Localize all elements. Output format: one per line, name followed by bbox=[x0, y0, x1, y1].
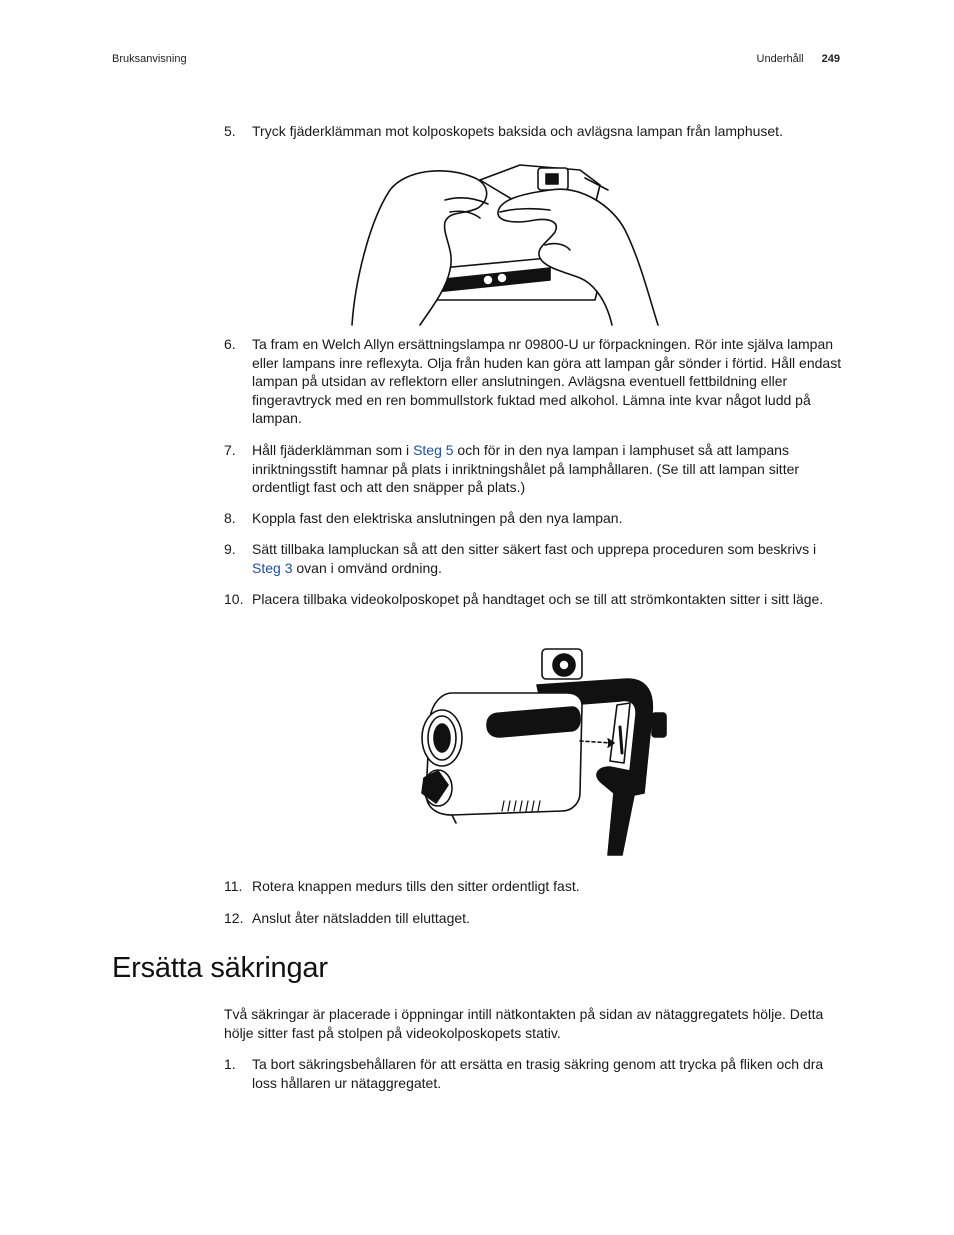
step-7 bbox=[224, 441, 844, 497]
step-12 bbox=[224, 909, 844, 928]
step-number: 6. bbox=[224, 336, 236, 352]
step-number: 12. bbox=[224, 910, 244, 926]
document-title: Bruksanvisning bbox=[112, 53, 187, 65]
section-name: Underhåll bbox=[756, 53, 804, 65]
step-text: Koppla fast den elektriska anslutningen på den nya lampan. bbox=[252, 510, 623, 526]
step-number: 9. bbox=[224, 541, 236, 557]
step-number: 5. bbox=[224, 123, 236, 139]
step-number: 8. bbox=[224, 510, 236, 526]
step-number: 1. bbox=[224, 1056, 236, 1072]
step-text: Ta fram en Welch Allyn ersättningslampa nr 09800-U ur förpackningen. Rör inte själva lampan eller lampans inre reflexyta. Olja från huden kan göra att lampan går sönder i förtid. Håll endast lampan på utsidan av reflektorn eller anslutningen. Avlägsna eventuell fettbildning eller fingeravtryck med en ren bommullstork fuktad med alkohol. Lämna inte kvar något ludd på lampan. bbox=[252, 336, 842, 427]
step-3-link[interactable]: Steg 3 bbox=[252, 559, 293, 576]
step-text: Rotera knappen medurs tills den sitter ordentligt fast. bbox=[252, 878, 580, 894]
page-number: 249 bbox=[821, 53, 840, 65]
step-6 bbox=[224, 335, 844, 428]
step-text-part: Sätt tillbaka lampluckan så att den sitter säkert fast och upprepa proceduren som beskrivs i bbox=[252, 541, 817, 557]
step-text-part: och för in den nya lampan i lamphuset så att lampans inriktningsstift hamnar på plats i inriktningshålet på lamphållaren. (Se till att lampan sitter ordentligt fast och att den snäpper på plats.) bbox=[252, 442, 800, 496]
step-11 bbox=[224, 877, 844, 896]
step-text: Placera tillbaka videokolposkopet på handtaget och se till att strömkontakten sitter i sitt läge. bbox=[252, 591, 824, 607]
step-text bbox=[252, 441, 844, 497]
section-intro: Två säkringar är placerade i öppningar intill nätkontakten på sidan av nätaggregatets hölje. Detta hölje sitter fast på stolpen på videokolposkopets stativ. bbox=[224, 1006, 824, 1041]
step-text: Anslut åter nätsladden till eluttaget. bbox=[252, 910, 470, 926]
colposcope-handle-illustration bbox=[412, 643, 674, 863]
running-header bbox=[757, 53, 840, 65]
section-heading: Ersätta säkringar bbox=[112, 952, 328, 984]
step-5-link[interactable]: Steg 5 bbox=[413, 442, 454, 458]
step-text-part: Håll fjäderklämman som i bbox=[252, 442, 414, 458]
step-text: Tryck fjäderklämman mot kolposkopets baksida och avlägsna lampan från lamphuset. bbox=[252, 123, 783, 139]
fuse-step-1 bbox=[224, 1055, 844, 1092]
step-8 bbox=[224, 509, 844, 528]
step-text-part: ovan i omvänd ordning. bbox=[292, 559, 442, 576]
lamp-removal-illustration bbox=[350, 160, 660, 326]
step-number: 7. bbox=[224, 442, 236, 458]
step-number: 10. bbox=[224, 591, 244, 607]
step-text bbox=[252, 540, 844, 577]
step-9 bbox=[224, 540, 844, 577]
step-number: 11. bbox=[224, 878, 243, 894]
step-text: Ta bort säkringsbehållaren för att ersätta en trasig säkring genom att trycka på fliken och dra loss hållaren ur nätaggregatet. bbox=[252, 1056, 824, 1091]
step-10 bbox=[224, 590, 844, 609]
step-5 bbox=[224, 122, 844, 141]
